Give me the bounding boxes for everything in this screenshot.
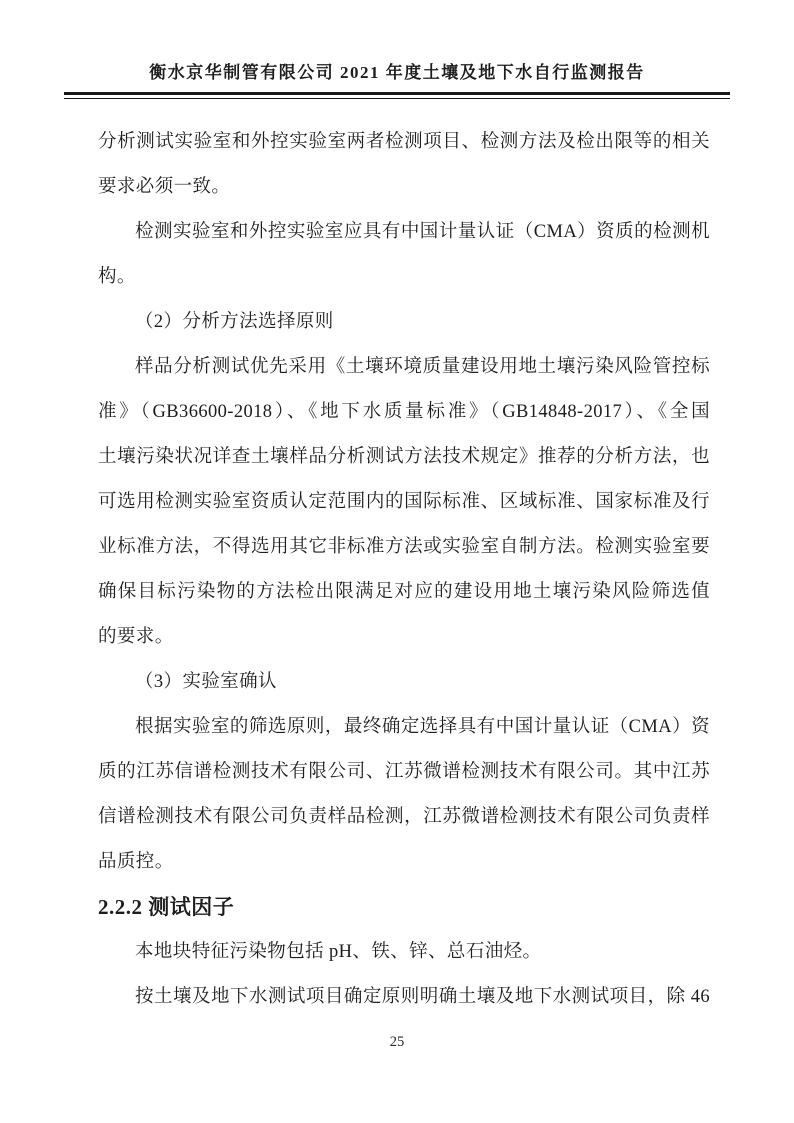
paragraph-line: （3）实验室确认 (135, 672, 277, 692)
paragraph-line: 业标准方法，不得选用其它非标准方法或实验室自制方法。检测实验室要 (98, 537, 710, 557)
paragraph-line: 准》（GB36600-2018）、《地下水质量标准》（GB14848-2017）、《全国 (98, 402, 710, 422)
paragraph-line: 样品分析测试优先采用《土壤环境质量建设用地土壤污染风险管控标 (135, 357, 710, 377)
page-number: 25 (389, 1034, 405, 1050)
paragraph-line: 质的江苏信谱检测技术有限公司、江苏微谱检测技术有限公司。其中江苏 (98, 762, 710, 782)
header-double-rule (64, 92, 730, 99)
paragraph-line: （2）分析方法选择原则 (135, 312, 334, 332)
paragraph-line: 检测实验室和外控实验室应具有中国计量认证（CMA）资质的检测机 (135, 222, 710, 242)
section-heading: 2.2.2 测试因子 (98, 895, 235, 919)
paragraph-line: 构。 (98, 267, 136, 287)
report-header-title: 衡水京华制管有限公司 2021 年度土壤及地下水自行监测报告 (149, 63, 645, 82)
paragraph-line: 品质控。 (98, 852, 174, 872)
paragraph-line: 按土壤及地下水测试项目确定原则明确土壤及地下水测试项目，除 46 (135, 987, 710, 1007)
paragraph-line: 要求必须一致。 (98, 177, 231, 197)
paragraph-line: 信谱检测技术有限公司负责样品检测，江苏微谱检测技术有限公司负责样 (98, 807, 710, 827)
paragraph-line: 可选用检测实验室资质认定范围内的国际标准、区域标准、国家标准及行 (98, 492, 710, 512)
paragraph-line: 根据实验室的筛选原则，最终确定选择具有中国计量认证（CMA）资 (135, 717, 710, 737)
paragraph-line: 本地块特征污染物包括 pH、铁、锌、总石油烃。 (135, 942, 542, 962)
paragraph-line: 确保目标污染物的方法检出限满足对应的建设用地土壤污染风险筛选值 (98, 582, 710, 602)
paragraph-line: 土壤污染状况详查土壤样品分析测试方法技术规定》推荐的分析方法，也 (98, 447, 710, 467)
paragraph-line: 的要求。 (98, 627, 174, 647)
paragraph-line: 分析测试实验室和外控实验室两者检测项目、检测方法及检出限等的相关 (98, 132, 710, 152)
document-body (98, 120, 710, 1020)
